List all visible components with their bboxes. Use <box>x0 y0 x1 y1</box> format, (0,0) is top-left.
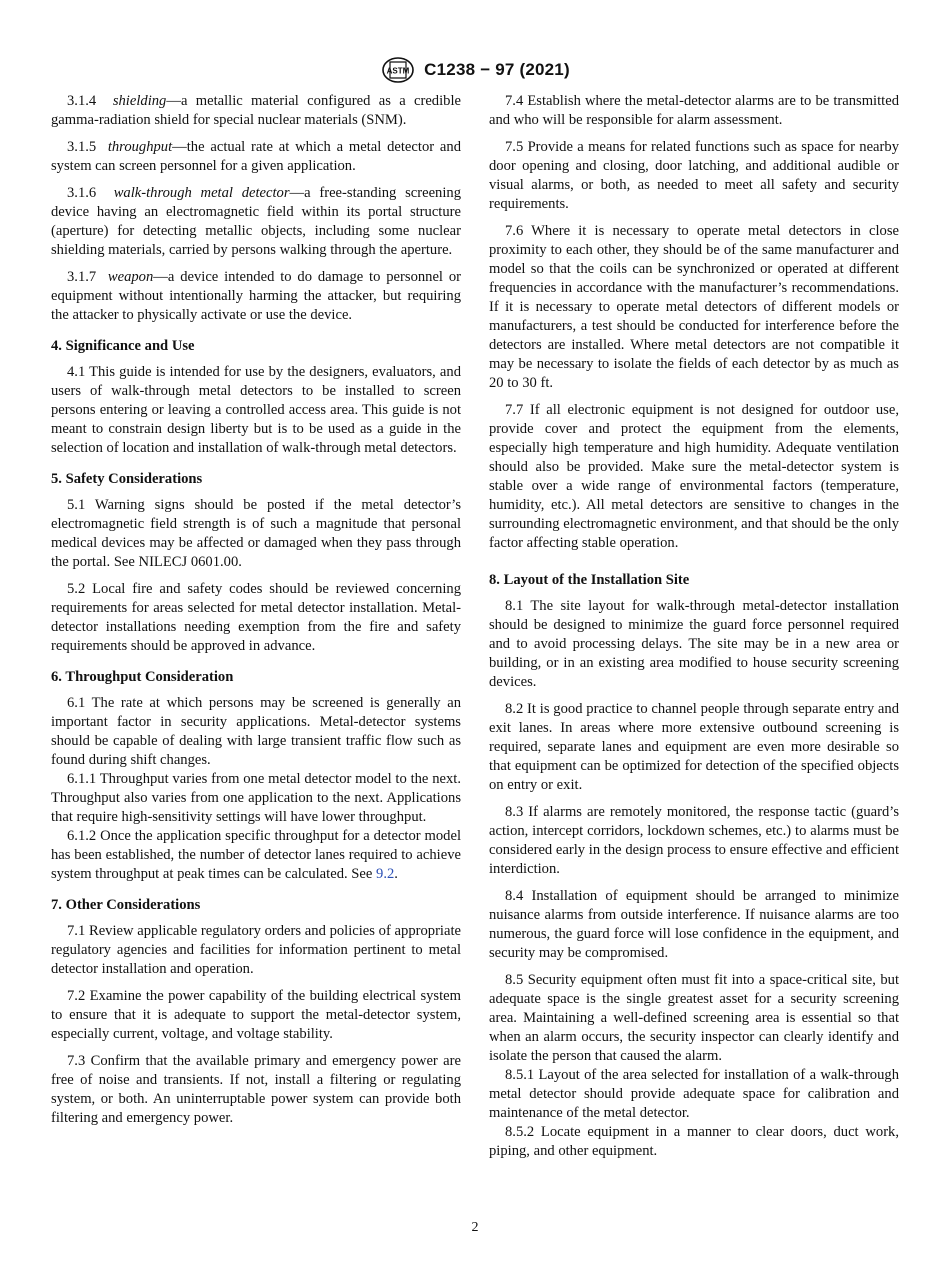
paragraph-8-2: 8.2 It is good practice to channel people through separate entry and exit lanes. In areas where more extensive outbound screening is required, separate lanes and equipment are even more desirable so that equipment can be optimized for detection of the specified objects on entry or exit. <box>489 701 899 793</box>
document-designation: C1238 − 97 (2021) <box>424 60 570 79</box>
paragraph-8-3: 8.3 If alarms are remotely monitored, the response tactic (guard’s action, intercept corridors, lockdown schemes, etc.) to alarms must be considered early in the design process to ensure effective and efficient interdiction. <box>489 804 899 877</box>
paragraph-8-5: 8.5 Security equipment often must fit into a space-critical site, but adequate space is the single greatest asset for a security screening area. Maintaining a well-defined screening area is essential so that when an alarm occurs, the security inspector can clearly identify and isolate the person that caused the alarm. <box>489 972 899 1064</box>
paragraph-7-3: 7.3 Confirm that the available primary and emergency power are free of noise and transients. If not, install a filtering or regulating system, or both. An uninterruptable power system can provide both filtering and emergency power. <box>51 1053 461 1126</box>
section-heading-7: 7. Other Considerations <box>51 897 201 913</box>
paragraph-7-7: 7.7 If all electronic equipment is not designed for outdoor use, provide cover and protect the equipment from the elements, especially high temperature and high humidity. Adequate ventilation should also be provided. Make sure the metal-detector system is stable over a wide range of environmental factors (temperature, humidity, etc.). All metal detectors are sensitive to changes in the surrounding electromagnetic environment, and that should be the only factor affecting stable operation. <box>489 402 899 551</box>
svg-text:ASTM: ASTM <box>386 66 410 76</box>
paragraph-6-1-2: 6.1.2 Once the application specific throughput for a detector model has been established, the number of detector lanes required to achieve system throughput at peak times can be calculated. See 9.2. <box>51 828 461 882</box>
paragraph-8-5-1: 8.5.1 Layout of the area selected for installation of a walk-through metal detector should provide adequate space for calibration and maintenance of the metal detector. <box>489 1067 899 1121</box>
paragraph-5-2: 5.2 Local fire and safety codes should be reviewed concerning requirements for areas selected for metal detector installation. Metal-detector installations needing exemption from the fire and safety requirements should be approved in advance. <box>51 581 461 654</box>
section-heading-8: 8. Layout of the Installation Site <box>489 572 690 588</box>
paragraph-3-1-5: 3.1.5 throughput—the actual rate at which a metal detector and system can screen personnel for a given application. <box>51 139 461 174</box>
paragraph-8-4: 8.4 Installation of equipment should be arranged to minimize nuisance alarms from outside interference. If nuisance alarms are too numerous, the guard force will lose confidence in the equipment, and security may be compromised. <box>489 888 899 961</box>
page-number: 2 <box>471 1220 479 1235</box>
section-heading-4: 4. Significance and Use <box>51 338 195 354</box>
paragraph-7-2: 7.2 Examine the power capability of the building electrical system to ensure that it is adequate to support the metal-detector system, especially current, voltage, and voltage stability. <box>51 988 461 1042</box>
paragraph-7-6: 7.6 Where it is necessary to operate metal detectors in close proximity to each other, they should be of the same manufacturer and model so that the coils can be synchronized or operated at different frequencies in accordance with the manufacturer’s recommendations. If it is necessary to operate metal detectors of different models or manufacturers, a test should be conducted for interference before the detectors are installed. Where metal detectors are not compatible it may be necessary to isolate the fields of each detector by as much as 20 to 30 ft. <box>489 223 899 391</box>
paragraph-3-1-4: 3.1.4 shielding—a metallic material configured as a credible gamma-radiation shield for special nuclear materials (SNM). <box>51 93 461 128</box>
page-header <box>0 56 950 84</box>
paragraph-6-1-1: 6.1.1 Throughput varies from one metal detector model to the next. Throughput also varies from one application to the next. Applications that require high-sensitivity settings will have lower throughput. <box>51 771 461 825</box>
left-column <box>51 92 461 1136</box>
section-heading-5: 5. Safety Considerations <box>51 471 203 487</box>
right-column <box>489 92 899 1169</box>
paragraph-7-4: 7.4 Establish where the metal-detector alarms are to be transmitted and who will be responsible for alarm assessment. <box>489 93 899 128</box>
paragraph-8-5-2: 8.5.2 Locate equipment in a manner to clear doors, duct work, piping, and other equipment. <box>489 1124 899 1159</box>
paragraph-8-1: 8.1 The site layout for walk-through metal-detector installation should be designed to minimize the guard force personnel required and to avoid processing delays. The site may be in a new area or building, or in an existing area modified to house security screening devices. <box>489 598 899 690</box>
paragraph-5-1: 5.1 Warning signs should be posted if the metal detector’s electromagnetic field strength is of such a magnitude that personal medical devices may be affected or damaged when they pass through the portal. See NILECJ 0601.00. <box>51 497 461 570</box>
section-link-9-2[interactable]: 9.2 <box>376 866 395 882</box>
section-heading-6: 6. Throughput Consideration <box>51 669 234 685</box>
paragraph-3-1-6: 3.1.6 walk-through metal detector—a free-standing screening device having an electromagnetic field within its portal structure (aperture) for detecting metallic objects, including some nuclear shielding materials, carried by persons walking through the aperture. <box>51 185 462 258</box>
paragraph-7-1: 7.1 Review applicable regulatory orders and policies of appropriate regulatory agencies and facilities for information pertinent to metal detector installation and operation. <box>51 923 461 977</box>
paragraph-3-1-7: 3.1.7 weapon—a device intended to do damage to personnel or equipment without intentionally harming the attacker, but requiring the attacker to physically activate or use the device. <box>51 269 461 323</box>
paragraph-6-1: 6.1 The rate at which persons may be screened is generally an important factor in security applications. Metal-detector systems should be capable of dealing with large transient traffic flow such as found during shift changes. <box>51 695 461 768</box>
paragraph-4-1: 4.1 This guide is intended for use by the designers, evaluators, and users of walk-through metal detectors to be installed to screen persons entering or leaving a controlled access area. This guide is not meant to constrain design liberty but is to be used as a guide in the selection of location and installation of walk-through metal detectors. <box>51 364 461 456</box>
paragraph-7-5: 7.5 Provide a means for related functions such as space for nearby door opening and closing, door latching, and additional audible or visual alarms, or both, as needed to meet all safety and security requirements. <box>489 139 899 212</box>
astm-logo-icon <box>380 56 416 84</box>
